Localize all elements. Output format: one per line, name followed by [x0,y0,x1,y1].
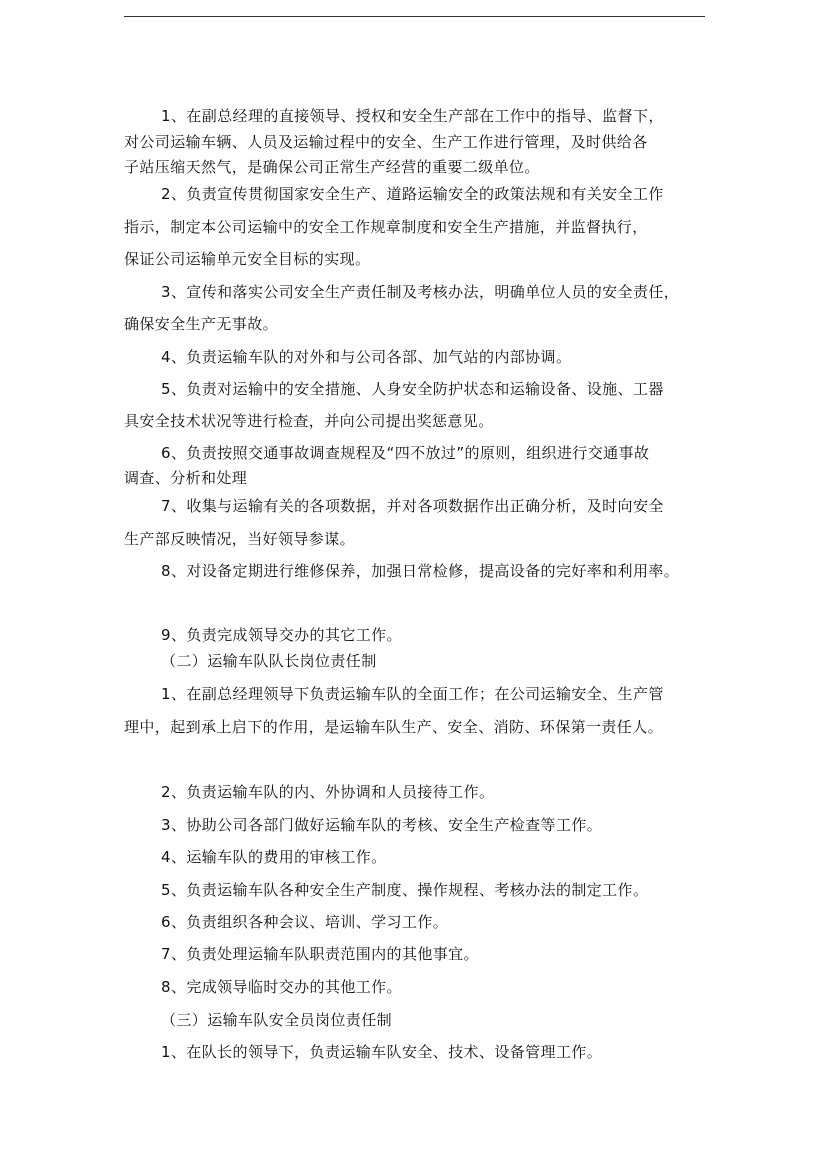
text-line: 3、协助公司各部门做好运输车队的考核、安全生产检查等工作。 [161,816,603,834]
text-line: 理中，起到承上启下的作用，是运输车队生产、安全、消防、环保第一责任人。 [124,718,664,736]
text-line: 2、负责运输车队的内、外协调和人员接待工作。 [161,783,495,801]
text-line: 1、在队长的领导下，负责运输车队安全、技术、设备管理工作。 [161,1043,603,1061]
text-line: 生产部反映情况，当好领导参谋。 [124,530,356,548]
text-line: 1、在副总经理领导下负责运输车队的全面工作；在公司运输安全、生产管 [161,685,664,703]
text-line: 6、负责按照交通事故调查规程及“四不放过”的原则，组织进行交通事故 [161,444,650,462]
header-rule [124,16,705,17]
text-line: 7、负责处理运输车队职责范围内的其他事宜。 [161,945,479,963]
text-line: 6、负责组织各种会议、培训、学习工作。 [161,913,449,931]
text-line: 4、运输车队的费用的审核工作。 [161,848,387,866]
text-line: 1、在副总经理的直接领导、授权和安全生产部在工作中的指导、监督下， [161,107,664,125]
text-line: 对公司运输车辆、人员及运输过程中的安全、生产工作进行管理，及时供给各 [124,133,648,151]
text-line: 8、对设备定期进行维修保养，加强日常检修，提高设备的完好率和利用率。 [161,562,680,580]
text-line: 7、收集与运输有关的各项数据，并对各项数据作出正确分析，及时向安全 [161,497,664,515]
text-line: 4、负责运输车队的对外和与公司各部、加气站的内部协调。 [161,348,572,366]
text-line: 9、负责完成领导交办的其它工作。 [161,626,402,644]
text-line: 具安全技术状况等进行检查，并向公司提出奖惩意见。 [124,412,494,430]
text-line: 2、负责宣传贯彻国家安全生产、道路运输安全的政策法规和有关安全工作 [161,185,664,203]
text-line: 指示，制定本公司运输中的安全工作规章制度和安全生产措施，并监督执行， [124,218,648,236]
section-heading: （三）运输车队安全员岗位责任制 [161,1011,393,1029]
text-line: 5、负责对运输中的安全措施、人身安全防护状态和运输设备、设施、工器 [161,380,664,398]
text-line: 保证公司运输单元安全目标的实现。 [124,250,371,268]
text-line: 3、宣传和落实公司安全生产责任制及考核办法，明确单位人员的安全责任， [161,283,680,301]
text-line: 子站压缩天然气，是确保公司正常生产经营的重要二级单位。 [124,158,540,176]
text-line: 5、负责运输车队各种安全生产制度、操作规程、考核办法的制定工作。 [161,881,649,899]
text-line: 确保安全生产无事故。 [124,315,279,333]
text-line: 8、完成领导临时交办的其他工作。 [161,978,402,996]
section-heading: （二）运输车队队长岗位责任制 [161,652,377,670]
text-line: 调查、分析和处理 [124,469,248,487]
